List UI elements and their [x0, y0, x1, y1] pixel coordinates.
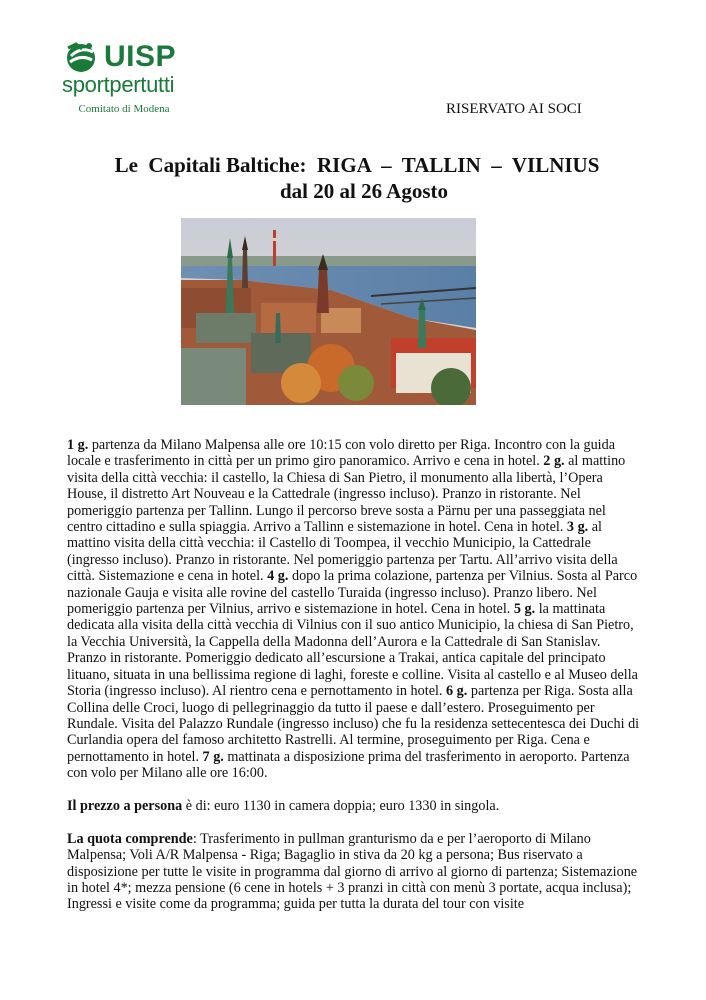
day-text: al mattino visita della città vecchia: il castello, la Chiesa di San Pietro, il monumento alla libertà, l’Opera House, il distretto Art Nouveau e la Cattedrale (ingresso incluso). Pranzo in ristorante. Nel pomeriggio partenza per Tallinn. Lungo il percorso breve sosta a Pärnu per una passeggiata nel centro cittadino e sulla spiaggia. Arrivo a Tallinn e sistemazione in hotel. Cena in hotel. — [67, 453, 626, 536]
uisp-logo — [62, 40, 212, 132]
price-paragraph — [67, 798, 642, 814]
day-text: partenza per Riga. Sosta alla Collina delle Croci, luogo di pellegrinaggio da tutto il paese e dall’estero. Proseguimento per Rundale. Visita del Palazzo Rundale (ingresso incluso) che fu la residenza settecentesca dei Duchi di Curlandia opera del famoso architetto Rastrelli. Al termine, proseguimento per Riga. Cena e pernottamento in hotel. — [67, 683, 640, 765]
day-text: partenza da Milano Malpensa alle ore 10:15 con volo diretto per Riga. Incontro con la guida locale e trasferimento in città per un primo giro panoramico. Arrivo e cena in hotel. — [67, 437, 616, 470]
price-label: Il prezzo a persona — [67, 797, 183, 814]
includes-label: La quota comprende — [67, 830, 193, 847]
riga-skyline-photo — [181, 218, 476, 405]
logo-uisp-text: UISP — [104, 40, 177, 73]
title-line-2: dal 20 al 26 Agosto — [279, 179, 449, 203]
day-label: 5 g. — [513, 601, 536, 618]
itinerary-paragraph — [67, 437, 642, 782]
day-label: 3 g. — [566, 519, 589, 536]
day-label: 4 g. — [267, 568, 289, 585]
day-text: la mattinata dedicata alla visita della città vecchia di Vilnius con il suo antico Municipio, la chiesa di San Pietro, la Vecchia Università, la Cappella della Madonna dell’Aurora e la Cattedrale di San Stanislav. Pranzo in ristorante. Pomeriggio dedicato all’escursione a Trakai, antica capitale del principato lituano, situata in una bellissima regione di laghi, foreste e colline. Visita al castello e al Museo della Storia (ingresso incluso). Al rientro cena e pernottamento in hotel. — [67, 601, 638, 700]
day-label: 1 g. — [67, 437, 89, 453]
day-label: 6 g. — [446, 683, 468, 700]
logo-tagline: sportpertutti — [62, 72, 175, 97]
itinerary-body — [67, 437, 642, 913]
reserved-note: RISERVATO AI SOCI — [446, 101, 582, 117]
day-text: al mattino visita della città vecchia: il Castello di Toompea, il vecchio Municipio, la Cattedrale (ingresso incluso). Pranzo in ristorante. Nel pomeriggio partenza per Tartu. All’arrivo visita della città. Sistemazione e cena in hotel. — [67, 519, 618, 585]
logo-committee: Comitato di Modena — [78, 103, 170, 115]
includes-text: : Trasferimento in pullman granturismo da e per l’aeroporto di Milano Malpensa; Voli A/R Malpensa - Riga; Bagaglio in stiva da 20 kg a persona; Bus riservato a disposizione per tutte le visite in programma dal giorno di arrivo al giorno di partenza; Sistemazione in hotel 4*; mezza pensione (6 cene in hotels + 3 pranzi in città con menù 3 portate, acqua inclusa); Ingressi e visite come da programma; guida per tutta la durata del tour con visite — [67, 830, 638, 913]
title-line-1: Le Capitali Baltiche: RIGA – TALLIN – VILNIUS — [114, 153, 600, 177]
includes-paragraph — [67, 831, 642, 913]
price-text: è di: euro 1130 in camera doppia; euro 1330 in singola. — [182, 797, 500, 814]
uisp-runner-logo-icon — [62, 40, 100, 74]
day-text: mattinata a disposizione prima del trasferimento in aeroporto. Partenza con volo per Milano alle ore 16:00. — [67, 748, 630, 782]
day-label: 2 g. — [543, 453, 565, 470]
day-text: dopo la prima colazione, partenza per Vilnius. Sosta al Parco nazionale Gauja e visita alle rovine del castello Turaida (ingresso incluso). Pranzo libero. Nel pomeriggio partenza per Vilnius, arrivo e sistemazione in hotel. Cena in hotel. — [67, 568, 638, 618]
document-title — [0, 152, 706, 204]
day-label: 7 g. — [202, 748, 224, 765]
